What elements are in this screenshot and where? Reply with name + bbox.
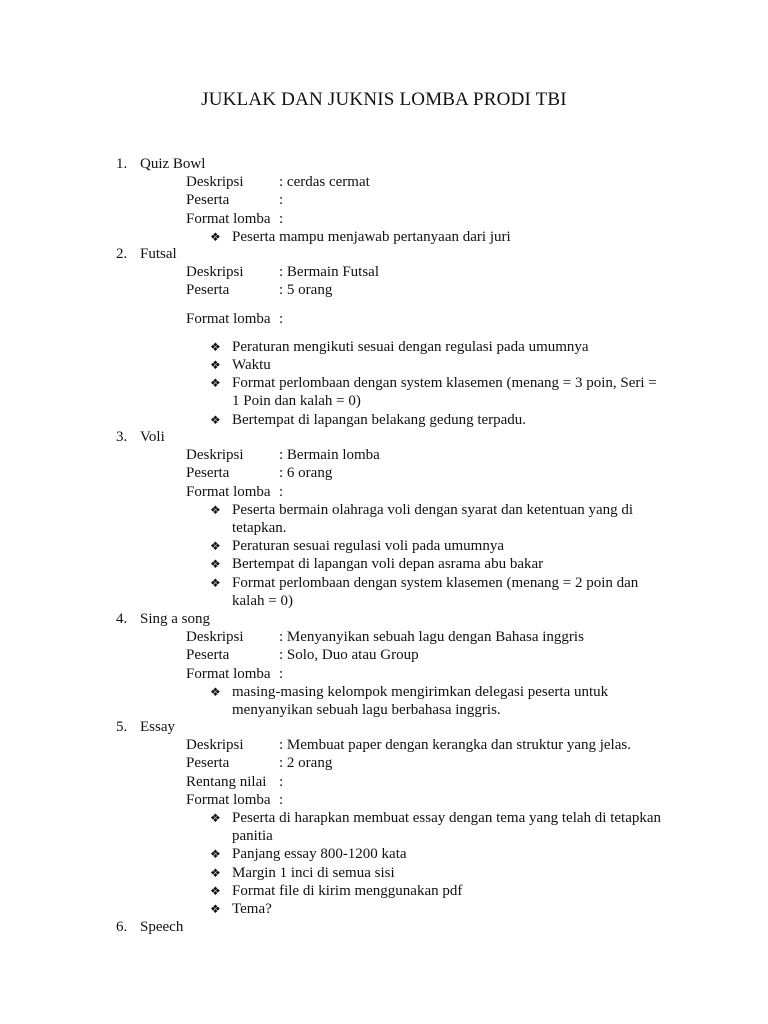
field-label: Peserta bbox=[186, 465, 230, 482]
diamond-bullet-icon: ❖ bbox=[210, 847, 221, 862]
field-value: : Menyanyikan sebuah lagu dengan Bahasa inggris bbox=[279, 629, 584, 646]
field-value: : cerdas cermat bbox=[279, 174, 370, 191]
field-value: : Bermain Futsal bbox=[279, 264, 379, 281]
diamond-bullet-icon: ❖ bbox=[210, 339, 221, 354]
field-label: Deskripsi bbox=[186, 737, 244, 754]
bullet-text: Bertempat di lapangan voli depan asrama abu bakar bbox=[232, 556, 544, 573]
section-number: 5. bbox=[116, 719, 128, 735]
diamond-bullet-icon: ❖ bbox=[210, 902, 221, 916]
field-value: : Solo, Duo atau Group bbox=[279, 647, 419, 664]
field-label: Rentang nilai bbox=[186, 773, 267, 790]
bullet-text: masing-masing kelompok mengirimkan delegasi peserta untuk bbox=[232, 683, 609, 700]
diamond-bullet-icon: ❖ bbox=[210, 557, 221, 572]
bullet-text: Format perlombaan dengan system klasemen (menang = 2 poin dan bbox=[232, 574, 639, 591]
field-label: Deskripsi bbox=[186, 264, 244, 281]
section-title: Speech bbox=[140, 919, 184, 935]
field-value: : Bermain lomba bbox=[279, 447, 380, 464]
field-label: Format lomba bbox=[186, 665, 271, 682]
field-value: : bbox=[279, 310, 284, 327]
bullet-text: Bertempat di lapangan belakang gedung terpadu. bbox=[232, 411, 527, 428]
field-value: : 5 orang bbox=[279, 282, 333, 299]
diamond-bullet-icon: ❖ bbox=[210, 502, 221, 517]
field-label: Deskripsi bbox=[186, 447, 244, 464]
field-value: : Membuat paper dengan kerangka dan struktur yang jelas. bbox=[279, 737, 631, 754]
field-label: Format lomba bbox=[186, 310, 271, 327]
field-label: Deskripsi bbox=[186, 174, 244, 191]
field-label: Deskripsi bbox=[186, 629, 244, 646]
field-value: : 2 orang bbox=[279, 755, 333, 772]
field-label: Peserta bbox=[186, 282, 230, 299]
diamond-bullet-icon: ❖ bbox=[210, 883, 221, 898]
diamond-bullet-icon: ❖ bbox=[210, 865, 221, 880]
bullet-text: 1 Poin dan kalah = 0) bbox=[232, 393, 361, 410]
bullet-text: Margin 1 inci di semua sisi bbox=[232, 864, 395, 881]
diamond-bullet-icon: ❖ bbox=[210, 229, 221, 244]
bullet-text: Peserta di harapkan membuat essay dengan tema yang telah di tetapkan bbox=[232, 810, 662, 826]
bullet-text: menyanyikan sebuah lagu berbahasa inggris. bbox=[232, 702, 501, 718]
bullet-text: Peserta bermain olahraga voli dengan syarat dan ketentuan yang di bbox=[232, 501, 634, 518]
diamond-bullet-icon: ❖ bbox=[210, 539, 221, 554]
bullet-text: Format perlombaan dengan system klasemen (menang = 3 poin, Seri = bbox=[232, 375, 657, 392]
diamond-bullet-icon: ❖ bbox=[210, 376, 221, 391]
section-number: 6. bbox=[116, 919, 128, 935]
field-label: Peserta bbox=[186, 192, 230, 209]
bullet-text: kalah = 0) bbox=[232, 592, 293, 609]
field-label: Peserta bbox=[186, 755, 230, 772]
bullet-text: Panjang essay 800-1200 kata bbox=[232, 846, 407, 863]
section-number: 3. bbox=[116, 429, 128, 445]
section-title: Sing a song bbox=[140, 611, 211, 627]
field-label: Format lomba bbox=[186, 483, 271, 500]
diamond-bullet-icon: ❖ bbox=[210, 811, 221, 825]
section-number: 1. bbox=[116, 156, 128, 172]
bullet-text: Peraturan mengikuti sesuai dengan regulasi pada umumnya bbox=[232, 338, 589, 355]
bullet-text: Tema? bbox=[232, 901, 272, 917]
field-value: : bbox=[279, 483, 284, 500]
bullet-text: panitia bbox=[232, 828, 273, 845]
field-value: : bbox=[279, 773, 284, 790]
diamond-bullet-icon: ❖ bbox=[210, 575, 221, 590]
diamond-bullet-icon: ❖ bbox=[210, 358, 221, 372]
field-label: Format lomba bbox=[186, 791, 271, 808]
field-value: : bbox=[279, 210, 284, 227]
bullet-text: Waktu bbox=[232, 357, 271, 373]
section-number: 4. bbox=[116, 611, 128, 627]
section-title: Voli bbox=[140, 429, 165, 445]
field-value: : bbox=[279, 791, 284, 808]
section-title: Quiz Bowl bbox=[140, 156, 206, 172]
field-value: : 6 orang bbox=[279, 465, 333, 482]
diamond-bullet-icon: ❖ bbox=[210, 412, 221, 427]
document-title: JUKLAK DAN JUKNIS LOMBA PRODI TBI bbox=[201, 89, 567, 110]
bullet-text: Peraturan sesuai regulasi voli pada umumnya bbox=[232, 538, 505, 555]
diamond-bullet-icon: ❖ bbox=[210, 684, 221, 699]
section-title: Futsal bbox=[140, 246, 177, 262]
bullet-text: Format file di kirim menggunakan pdf bbox=[232, 882, 463, 899]
field-label: Peserta bbox=[186, 647, 230, 664]
section-number: 2. bbox=[116, 246, 128, 262]
bullet-text: tetapkan. bbox=[232, 520, 287, 536]
bullet-text: Peserta mampu menjawab pertanyaan dari juri bbox=[232, 228, 511, 245]
field-label: Format lomba bbox=[186, 210, 271, 227]
field-value: : bbox=[279, 192, 284, 209]
section-title: Essay bbox=[140, 719, 175, 735]
field-value: : bbox=[279, 665, 284, 682]
